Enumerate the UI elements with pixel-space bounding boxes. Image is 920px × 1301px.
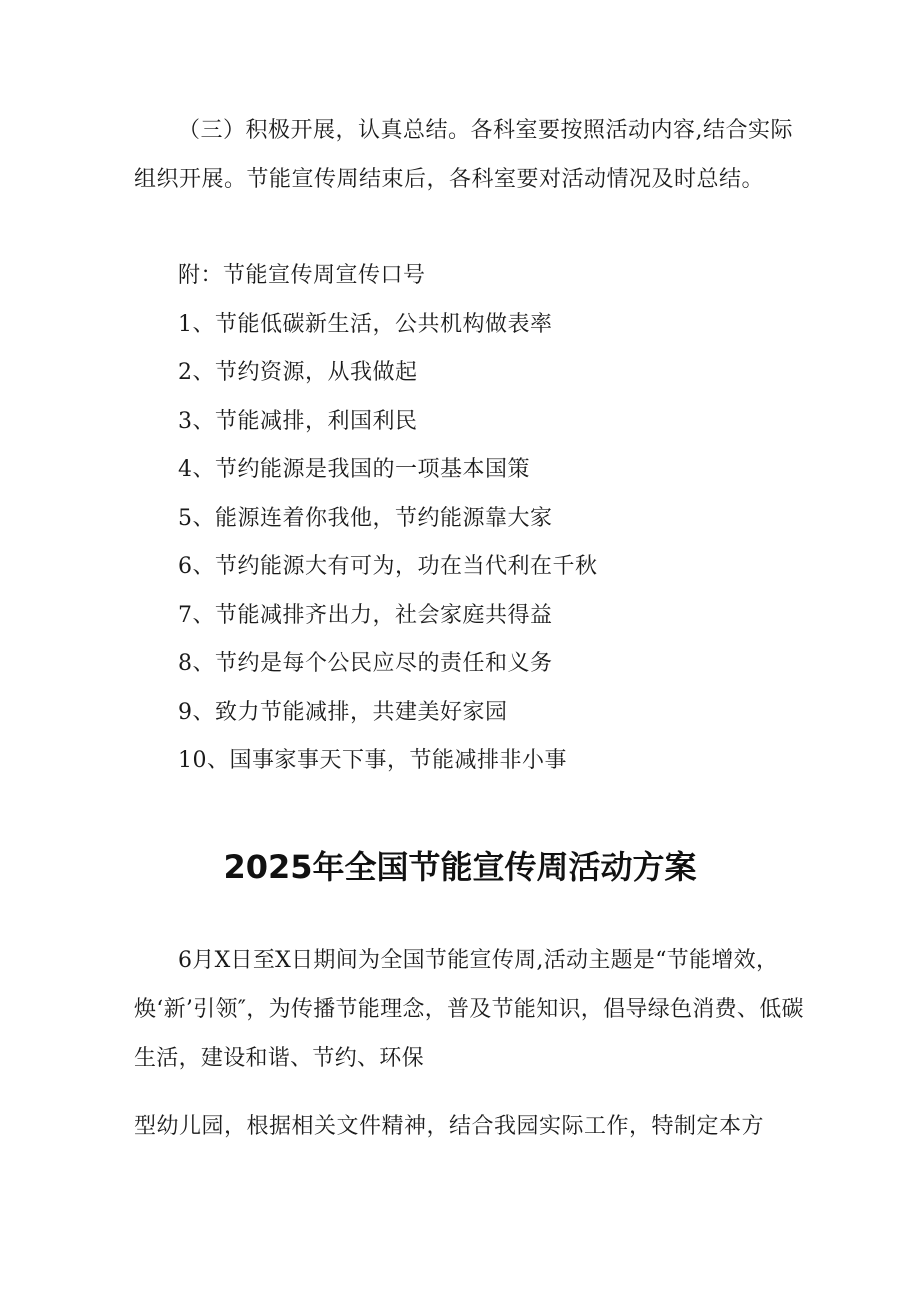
slogan-item: 1、节能低碳新生活，公共机构做表率 — [178, 312, 553, 337]
plan-continuation-paragraph: 型幼儿园，根据相关文件精神，结合我园实际工作，特制定本方 — [134, 1114, 765, 1139]
slogan-item: 8、节约是每个公民应尽的责任和义务 — [178, 651, 553, 676]
appendix-heading: 附：节能宣传周宣传口号 — [178, 263, 426, 288]
slogan-item: 10、国事家事天下事，节能减排非小事 — [178, 748, 567, 773]
plan-intro-paragraph: 6月X日至X日期间为全国节能宣传周,活动主题是“节能增效，焕‘新’引领″，为传播节能理念，普及节能知识，倡导绿色消费、低碳生活，建设和谐、节约、环保 — [134, 948, 804, 1071]
slogan-item: 6、节约能源大有可为，功在当代利在千秋 — [178, 554, 598, 579]
slogan-item: 9、致力节能减排，共建美好家园 — [178, 700, 508, 725]
section-3-paragraph: （三）积极开展，认真总结。各科室要按照活动内容,结合实际组织开展。节能宣传周结束后，各科室要对活动情况及时总结。 — [134, 118, 793, 192]
slogan-item: 3、节能减排，利国利民 — [178, 409, 418, 434]
slogan-item: 5、能源连着你我他，节约能源靠大家 — [178, 506, 553, 531]
slogan-item: 2、节约资源，从我做起 — [178, 360, 418, 385]
plan-title: 2025年全国节能宣传周活动方案 — [223, 848, 697, 886]
slogan-item: 7、节能减排齐出力，社会家庭共得益 — [178, 603, 553, 628]
slogan-item: 4、节约能源是我国的一项基本国策 — [178, 457, 530, 482]
